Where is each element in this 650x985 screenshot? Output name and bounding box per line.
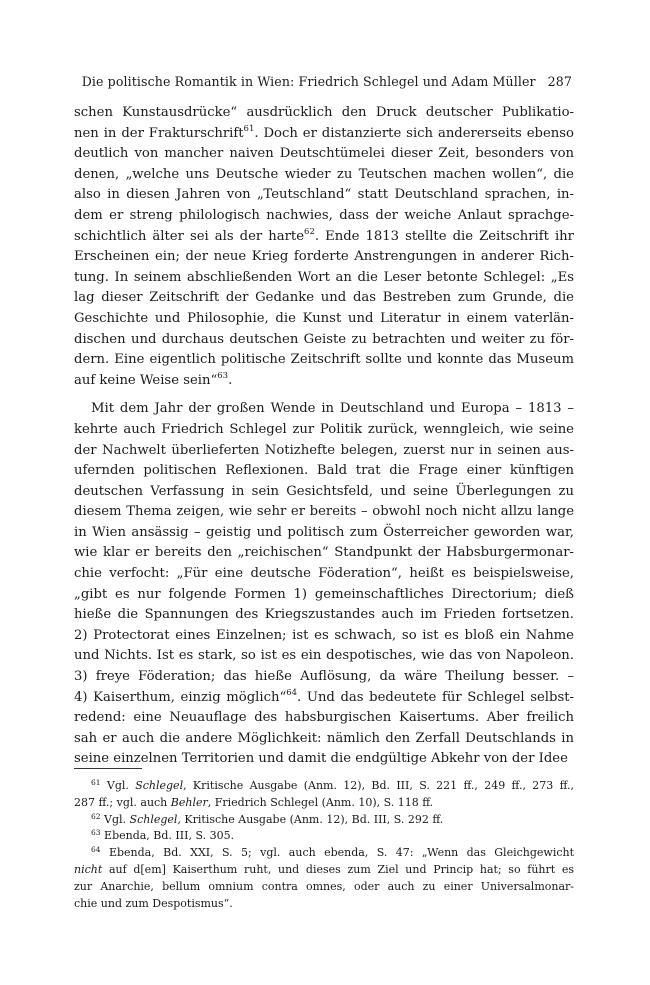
- footnotes: [74, 778, 574, 912]
- footnote-marker: 61: [243, 123, 255, 134]
- text-line: Geschichte und Philosophie, die Kunst und Literatur in einem vaterlän-: [74, 310, 574, 326]
- text-line: kehrte auch Friedrich Schlegel zur Politik zurück, wenngleich, wie seine: [74, 421, 574, 437]
- text-line: auf keine Weise sein“$^{63}$.: [74, 370, 233, 388]
- text-line: hieße die Spannungen des Kriegszustandes auch im Frieden fortsetzen.: [74, 607, 574, 623]
- text-line: 3) freye Föderation; das hieße Auflösung, da wäre Theilung besser. –: [74, 669, 574, 685]
- text-line: und Nichts. Ist es stark, so ist es ein despotisches, wie das von Napoleon.: [74, 648, 574, 664]
- text-line: schen Kunstausdrücke“ ausdrücklich den Druck deutscher Publikatio-: [74, 105, 574, 120]
- text-line: dischen und durchaus deutschen Geiste zu betrachten und weiter zu för-: [74, 331, 574, 347]
- text-line: schichtlich älter sei als der harte$^{62}$. Ende 1813 stellte die Zeitschrift ihr: [74, 226, 574, 244]
- footnote-64: $^{64}$ Ebenda, Bd. XXI, S. 5; vgl. auch ebenda, S. 47: „Wenn das Gleichgewicht nicht auf d[em] Kaiserthum ruht, und dieses zum Ziel und Princip hat; so führt es zur Anarchie, bellum omnium contra omnes, oder auch zu einer Universalmonar- chie und zum Despotismus“.: [74, 845, 575, 910]
- text-line: deutschen Verfassung in sein Gesichtsfeld, und seine Überlegungen zu: [74, 483, 574, 499]
- text-line: dern. Eine eigentlich politische Zeitschrift sollte und konnte das Museum: [74, 352, 574, 368]
- footnote-62: $^{62}$ Vgl. Schlegel, Kritische Ausgabe (Anm. 12), Bd. III, S. 292 ff.: [91, 811, 444, 826]
- footnote-61: $^{61}$ Vgl. Schlegel, Kritische Ausgabe (Anm. 12), Bd. III, S. 221 ff., 249 ff., 273 ff., 287 ff.; vgl. auch Behler, Friedrich Schlegel (Anm. 10), S. 118 ff.: [74, 778, 575, 809]
- footnote-number: 64: [91, 845, 101, 855]
- text-line: dem er streng philologisch nachwies, dass der weiche Anlaut sprachge-: [74, 207, 574, 223]
- text-line: diesem Thema zeigen, wie sehr er bereits – obwohl noch nicht allzu lange: [74, 504, 574, 520]
- text-line: ufernden politischen Reflexionen. Bald trat die Frage einer künftigen: [74, 463, 574, 479]
- footnote-number: 63: [91, 828, 101, 838]
- text-line: also in diesen Jahren von „Teutschland“ statt Deutschland sprachen, in-: [74, 187, 574, 203]
- text-line: Mit dem Jahr der großen Wende in Deutschland und Europa – 1813 –: [91, 401, 574, 417]
- text-line: seine einzelnen Territorien und damit die endgültige Abkehr von der Idee: [74, 751, 568, 767]
- footnote-separator: [74, 768, 142, 769]
- main-text: [74, 103, 574, 770]
- text-line: Erscheinen ein; der neue Krieg forderte Anstrengungen in anderer Rich-: [74, 249, 574, 265]
- text-line: wie klar er bereits den „reichischen“ Standpunkt der Habsburgermonar-: [74, 545, 574, 561]
- page-number: 287: [547, 74, 572, 89]
- footnote-number: 62: [91, 811, 101, 821]
- paragraph-1: [74, 103, 574, 391]
- text-line: „gibt es nur folgende Formen 1) gemeinschaftliches Directorium; dieß: [74, 586, 574, 602]
- text-line: redend: eine Neuauflage des habsburgischen Kaisertums. Aber freilich: [74, 710, 574, 726]
- footnote-63: $^{63}$ Ebenda, Bd. III, S. 305.: [91, 828, 235, 843]
- paragraph-2: [74, 399, 574, 770]
- text-line: 2) Protectorat eines Einzelnen; ist es schwach, so ist es bloß ein Nahme: [74, 627, 574, 643]
- footnote-marker: 64: [286, 687, 298, 698]
- text-line: deutlich von mancher naiven Deutschtümelei dieser Zeit, besonders von: [74, 146, 574, 162]
- text-line: 4) Kaiserthum, einzig möglich“$^{64}$. Und das bedeutete für Schlegel selbst-: [74, 687, 574, 705]
- text-line: sah er auch die andere Möglichkeit: nämlich den Zerfall Deutschlands in: [74, 730, 574, 746]
- text-line: nen in der Frakturschrift$^{61}$. Doch er distanzierte sich andererseits ebenso: [74, 123, 574, 141]
- footnote-marker: 62: [304, 226, 315, 237]
- footnote-number: 61: [91, 778, 101, 787]
- running-title: Die politische Romantik in Wien: Friedrich Schlegel und Adam Müller: [81, 74, 536, 89]
- text-line: tung. In seinem abschließenden Wort an die Leser betonte Schlegel: „Es: [74, 269, 574, 285]
- text-line: lag dieser Zeitschrift der Gedanke und das Bestreben zum Grunde, die: [74, 290, 574, 306]
- text-line: in Wien ansässig – geistig und politisch zum Österreicher geworden war,: [74, 524, 574, 540]
- running-header: [0, 74, 572, 89]
- text-line: denen, „welche uns Deutsche wieder zu Teutschen machen wollen“, die: [74, 166, 574, 182]
- text-line: der Nachwelt überlieferten Notizhefte belegen, zuerst nur in seinen aus-: [74, 442, 574, 458]
- footnote-marker: 63: [217, 370, 229, 381]
- text-line: chie verfocht: „Für eine deutsche Föderation“, heißt es beispielsweise,: [74, 566, 574, 582]
